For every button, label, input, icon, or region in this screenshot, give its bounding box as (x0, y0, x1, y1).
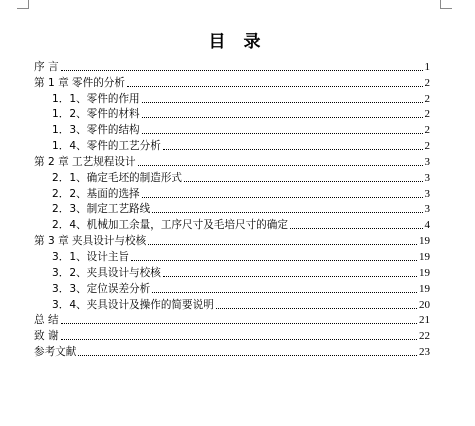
toc-entry-label: 总 结 (34, 314, 59, 327)
crop-mark-top-right (440, 0, 452, 9)
toc-page-number: 2 (424, 76, 430, 89)
toc-page-number: 1 (424, 60, 430, 73)
toc-entry[interactable] (34, 312, 430, 328)
toc-entry[interactable] (34, 343, 430, 359)
toc-entry-label: 1．3、零件的结构 (52, 124, 140, 137)
toc-entry-label: 参考文献 (34, 346, 77, 359)
toc-dot-leader (163, 149, 423, 150)
toc-dot-leader (152, 292, 417, 293)
toc-dot-leader (152, 212, 422, 213)
toc-entry-label: 第 3 章 夹具设计与校核 (34, 235, 147, 248)
toc-entry-label: 1．1、零件的作用 (52, 92, 140, 105)
toc-dot-leader (127, 86, 423, 87)
toc-entry-label: 2．4、机械加工余量，工序尺寸及毛培尺寸的确定 (52, 219, 288, 232)
toc-entry-label: 第 1 章 零件的分析 (34, 76, 125, 89)
toc-entry[interactable] (34, 232, 430, 248)
toc-page-number: 4 (424, 219, 430, 232)
toc-dot-leader (148, 244, 417, 245)
toc-entry-label: 1．4、零件的工艺分析 (52, 140, 161, 153)
toc-page-number: 23 (419, 346, 430, 359)
toc-entry[interactable] (34, 216, 430, 232)
toc-entry-label: 致 谢 (34, 330, 59, 343)
toc-entry[interactable] (34, 58, 430, 74)
toc-page-number: 19 (419, 235, 430, 248)
toc-entry[interactable] (34, 264, 430, 280)
toc-entry[interactable] (34, 185, 430, 201)
toc-entry-label: 2．1、确定毛坯的制造形式 (52, 171, 183, 184)
toc-dot-leader (61, 70, 423, 71)
toc-entry[interactable] (34, 121, 430, 137)
toc-entry[interactable] (34, 74, 430, 90)
toc-page-number: 3 (424, 203, 430, 216)
toc-dot-leader (138, 165, 423, 166)
table-of-contents (34, 58, 430, 359)
toc-dot-leader (142, 197, 423, 198)
toc-page-number: 3 (424, 171, 430, 184)
toc-entry-label: 3．2、夹具设计与校核 (52, 266, 161, 279)
toc-dot-leader (131, 260, 417, 261)
toc-entry-label: 2．3、制定工艺路线 (52, 203, 151, 216)
toc-dot-leader (142, 117, 423, 118)
toc-page-number: 19 (419, 282, 430, 295)
toc-entry[interactable] (34, 90, 430, 106)
toc-dot-leader (61, 323, 417, 324)
toc-page-number: 2 (424, 108, 430, 121)
toc-entry-label: 3．1、设计主旨 (52, 250, 130, 263)
toc-page-number: 2 (424, 140, 430, 153)
toc-entry-label: 第 2 章 工艺规程设计 (34, 155, 136, 168)
toc-dot-leader (142, 102, 423, 103)
toc-page-number: 2 (424, 92, 430, 105)
toc-page-number: 3 (424, 187, 430, 200)
toc-entry-label: 序 言 (34, 60, 59, 73)
toc-entry[interactable] (34, 248, 430, 264)
toc-page-number: 19 (419, 266, 430, 279)
toc-dot-leader (184, 181, 422, 182)
toc-entry[interactable] (34, 201, 430, 217)
toc-entry[interactable] (34, 153, 430, 169)
toc-title: 目 录 (208, 32, 267, 52)
toc-entry-label: 3．3、定位误差分析 (52, 282, 151, 295)
toc-dot-leader (78, 355, 417, 356)
toc-dot-leader (61, 339, 417, 340)
toc-entry[interactable] (34, 296, 430, 312)
toc-entry[interactable] (34, 137, 430, 153)
toc-dot-leader (290, 228, 423, 229)
toc-page-number: 3 (424, 155, 430, 168)
toc-entry[interactable] (34, 327, 430, 343)
toc-dot-leader (216, 308, 417, 309)
toc-page-number: 2 (424, 124, 430, 137)
toc-page-number: 20 (419, 298, 430, 311)
toc-entry-label: 2．2、基面的选择 (52, 187, 140, 200)
toc-entry[interactable] (34, 169, 430, 185)
toc-dot-leader (163, 276, 417, 277)
toc-dot-leader (142, 133, 423, 134)
toc-page-number: 21 (419, 314, 430, 327)
toc-page-number: 19 (419, 250, 430, 263)
toc-entry-label: 3．4、夹具设计及操作的简要说明 (52, 298, 214, 311)
toc-page-number: 22 (419, 330, 430, 343)
toc-entry-label: 1．2、零件的材料 (52, 108, 140, 121)
toc-entry[interactable] (34, 106, 430, 122)
toc-entry[interactable] (34, 280, 430, 296)
crop-mark-top-left (17, 0, 29, 9)
